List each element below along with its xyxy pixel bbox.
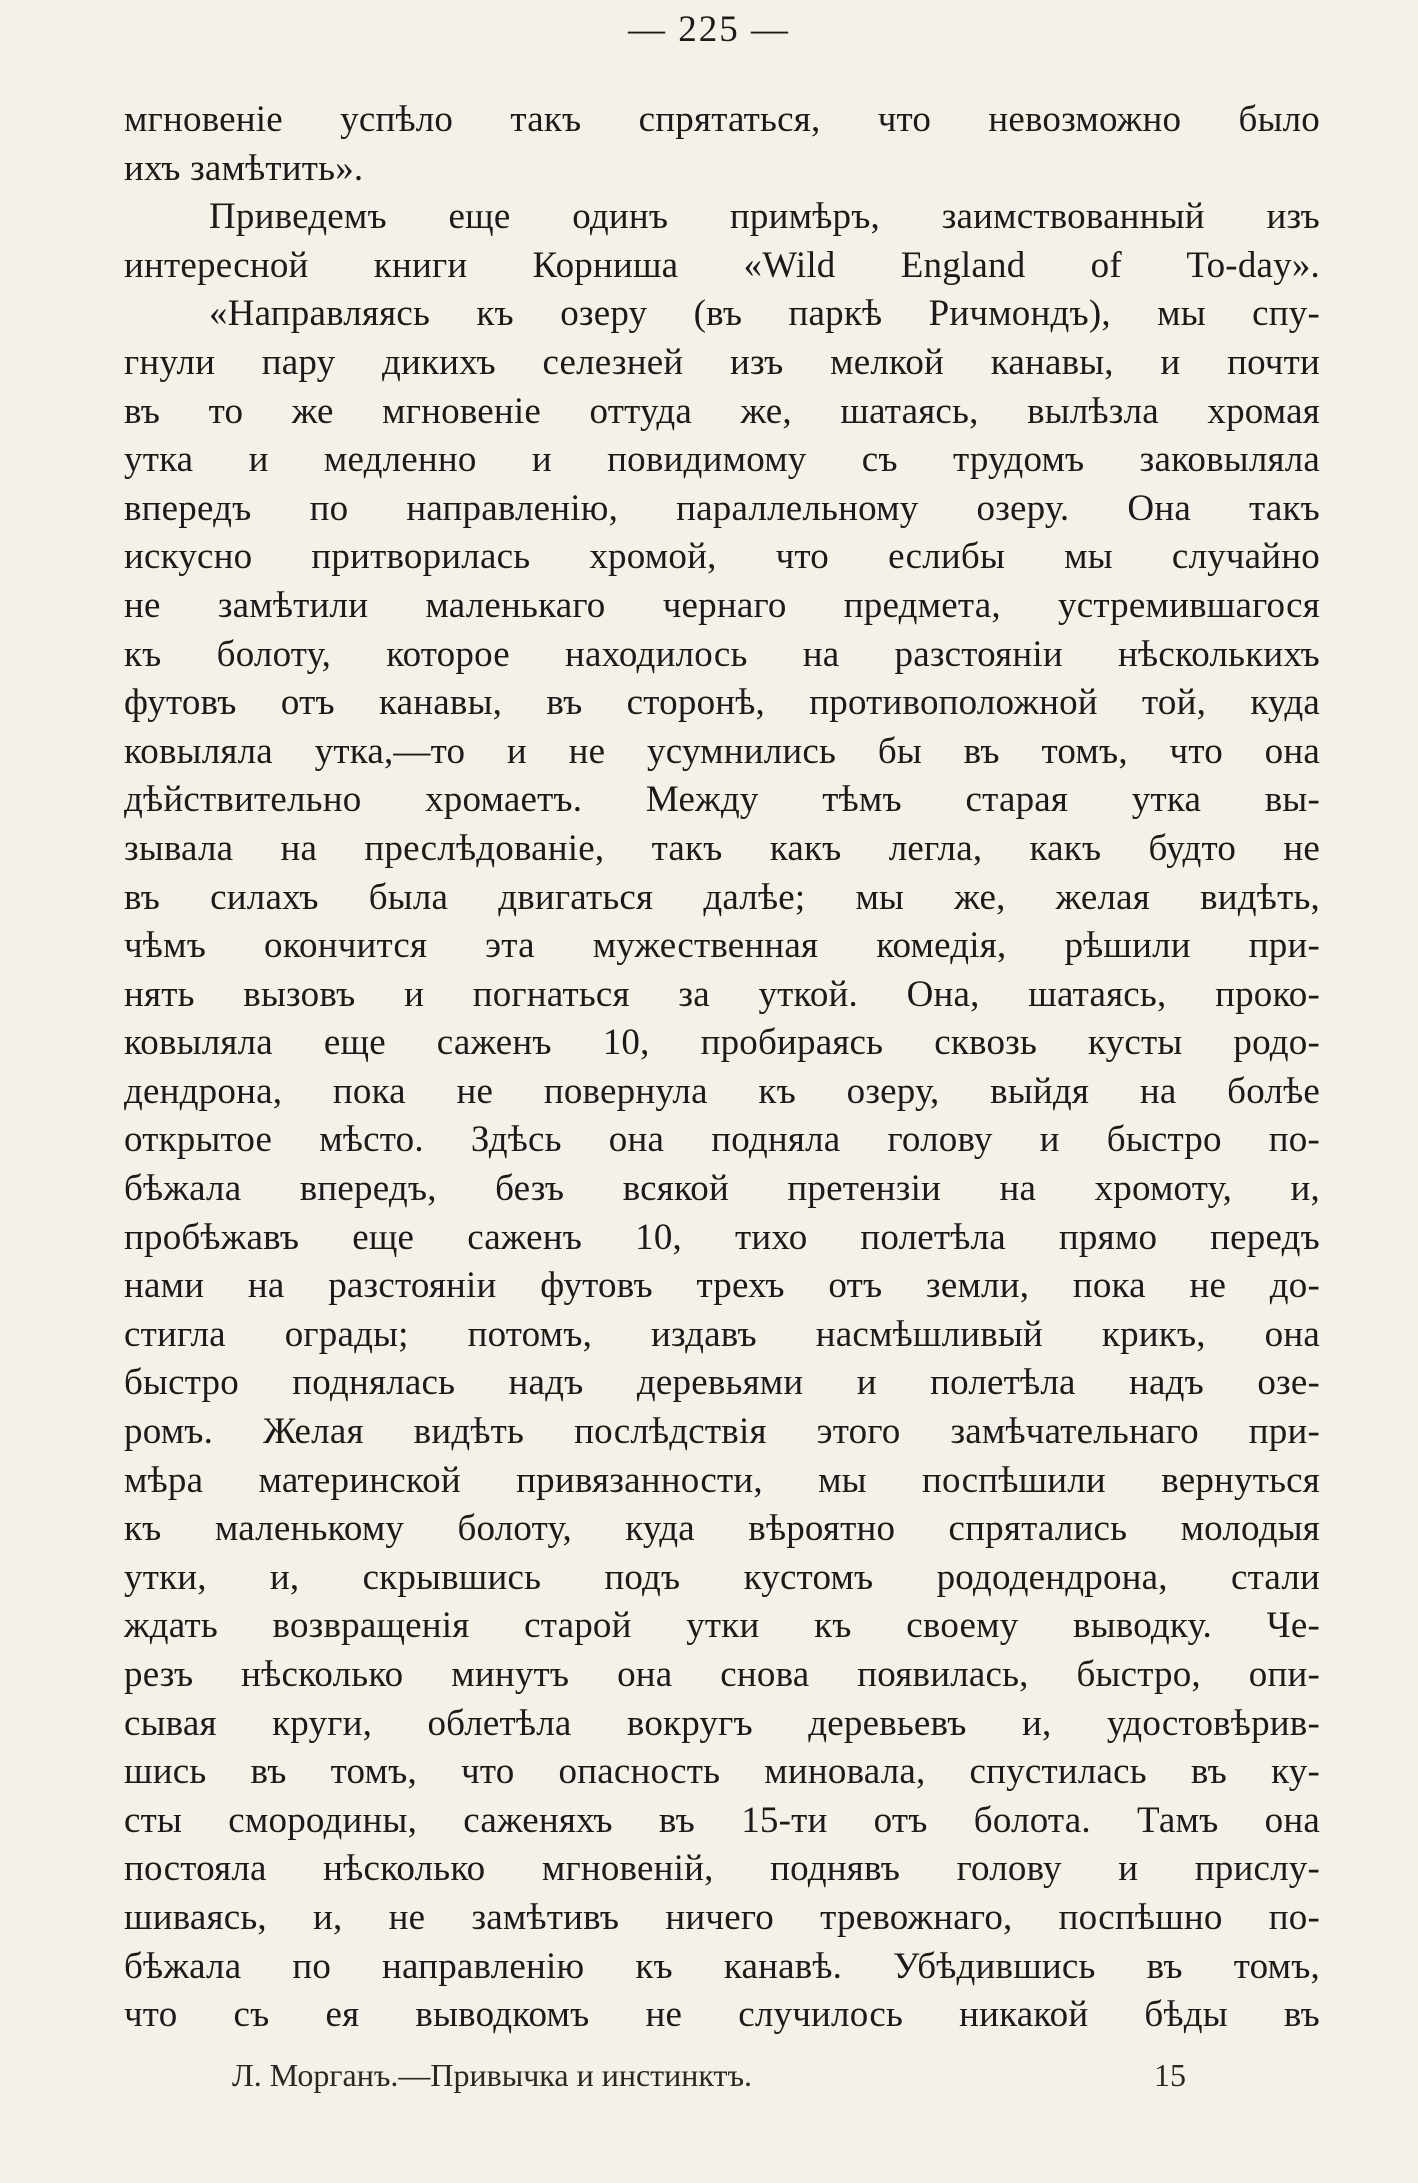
text-line: мѣра материнской привязанности, мы поспѣшили вернуться <box>124 1459 1320 1501</box>
text-line: чѣмъ окончится эта мужественная комедія, рѣшили при- <box>124 925 1320 967</box>
text-line: дендрона, пока не повернула къ озеру, выйдя на болѣе <box>124 1070 1320 1112</box>
text-line: гнули пару дикихъ селезней изъ мелкой канавы, и почти <box>124 341 1320 383</box>
text-line: Приведемъ еще одинъ примѣръ, заимствованный изъ <box>209 196 1320 238</box>
running-title: Л. Морганъ.—Привычка и инстинктъ. <box>232 2057 753 2093</box>
text-line: резъ нѣсколько минутъ она снова появилась, быстро, опи- <box>124 1654 1320 1695</box>
text-line: нами на разстояніи футовъ трехъ отъ земли, пока не до- <box>124 1265 1320 1307</box>
text-line: ковыляла утка,—то и не усумнились бы въ томъ, что она <box>124 730 1320 772</box>
text-line: футовъ отъ канавы, въ сторонѣ, противоположной той, куда <box>124 682 1320 724</box>
signature-mark: 15 <box>1154 2057 1186 2093</box>
text-line: въ силахъ была двигаться далѣе; мы же, желая видѣть, <box>124 876 1320 918</box>
text-line: къ маленькому болоту, куда вѣроятно спрятались молодыя <box>124 1508 1320 1550</box>
text-line: не замѣтили маленькаго чернаго предмета, устремившагося <box>124 584 1320 626</box>
text-line: сты смородины, саженяхъ въ 15-ти отъ болота. Тамъ она <box>124 1799 1320 1841</box>
text-line: стигла ограды; потомъ, издавъ насмѣшливый крикъ, она <box>124 1313 1320 1355</box>
page-number: — 225 — <box>628 9 790 50</box>
text-line: бѣжала по направленію къ канавѣ. Убѣдившись въ томъ, <box>124 1945 1320 1987</box>
text-line: ждать возвращенія старой утки къ своему выводку. Че- <box>124 1605 1320 1647</box>
text-line: къ болоту, которое находилось на разстояніи нѣсколькихъ <box>124 633 1320 675</box>
text-line: ихъ замѣтить». <box>124 147 364 189</box>
text-line: искусно притворилась хромой, что еслибы мы случайно <box>124 536 1320 578</box>
text-line: ковыляла еще саженъ 10, пробираясь сквозь кусты родо- <box>124 1022 1320 1064</box>
text-line: нять вызовъ и погнаться за уткой. Она, шатаясь, проко- <box>124 973 1320 1015</box>
text-line: ромъ. Желая видѣть послѣдствія этого замѣчательнаго при- <box>124 1411 1320 1453</box>
text-line: въ то же мгновеніе оттуда же, шатаясь, вылѣзла хромая <box>124 390 1320 432</box>
text-line: сывая круги, облетѣла вокругъ деревьевъ и, удостовѣрив- <box>124 1702 1320 1744</box>
text-line: зывала на преслѣдованіе, такъ какъ легла, какъ будто не <box>124 827 1320 869</box>
text-line: постояла нѣсколько мгновеній, поднявъ голову и прислу- <box>124 1848 1320 1890</box>
text-line: шиваясь, и, не замѣтивъ ничего тревожнаго, поспѣшно по- <box>124 1896 1320 1938</box>
text-line: мгновеніе успѣло такъ спрятаться, что невозможно было <box>124 99 1320 140</box>
text-line: пробѣжавъ еще саженъ 10, тихо полетѣла прямо передъ <box>124 1216 1320 1258</box>
text-line: впередъ по направленію, параллельному озеру. Она такъ <box>124 487 1320 529</box>
text-line: быстро поднялась надъ деревьями и полетѣла надъ озе- <box>124 1362 1320 1404</box>
text-line: что съ ея выводкомъ не случилось никакой бѣды въ <box>124 1994 1320 2036</box>
body-text <box>124 96 1320 2040</box>
text-line: бѣжала впередъ, безъ всякой претензіи на хромоту, и, <box>124 1168 1320 1210</box>
text-line: шись въ томъ, что опасность миновала, спустилась въ ку- <box>124 1751 1320 1793</box>
text-line: дѣйствительно хромаетъ. Между тѣмъ старая утка вы- <box>124 779 1320 821</box>
text-line: утки, и, скрывшись подъ кустомъ рододендрона, стали <box>124 1556 1320 1598</box>
text-line: интересной книги Корниша «Wild England of To-day». <box>124 244 1320 286</box>
text-line: «Направляясь къ озеру (въ паркѣ Ричмондъ), мы спу- <box>209 293 1320 335</box>
text-line: утка и медленно и повидимому съ трудомъ заковыляла <box>124 439 1320 481</box>
text-line: открытое мѣсто. Здѣсь она подняла голову и быстро по- <box>124 1119 1320 1161</box>
